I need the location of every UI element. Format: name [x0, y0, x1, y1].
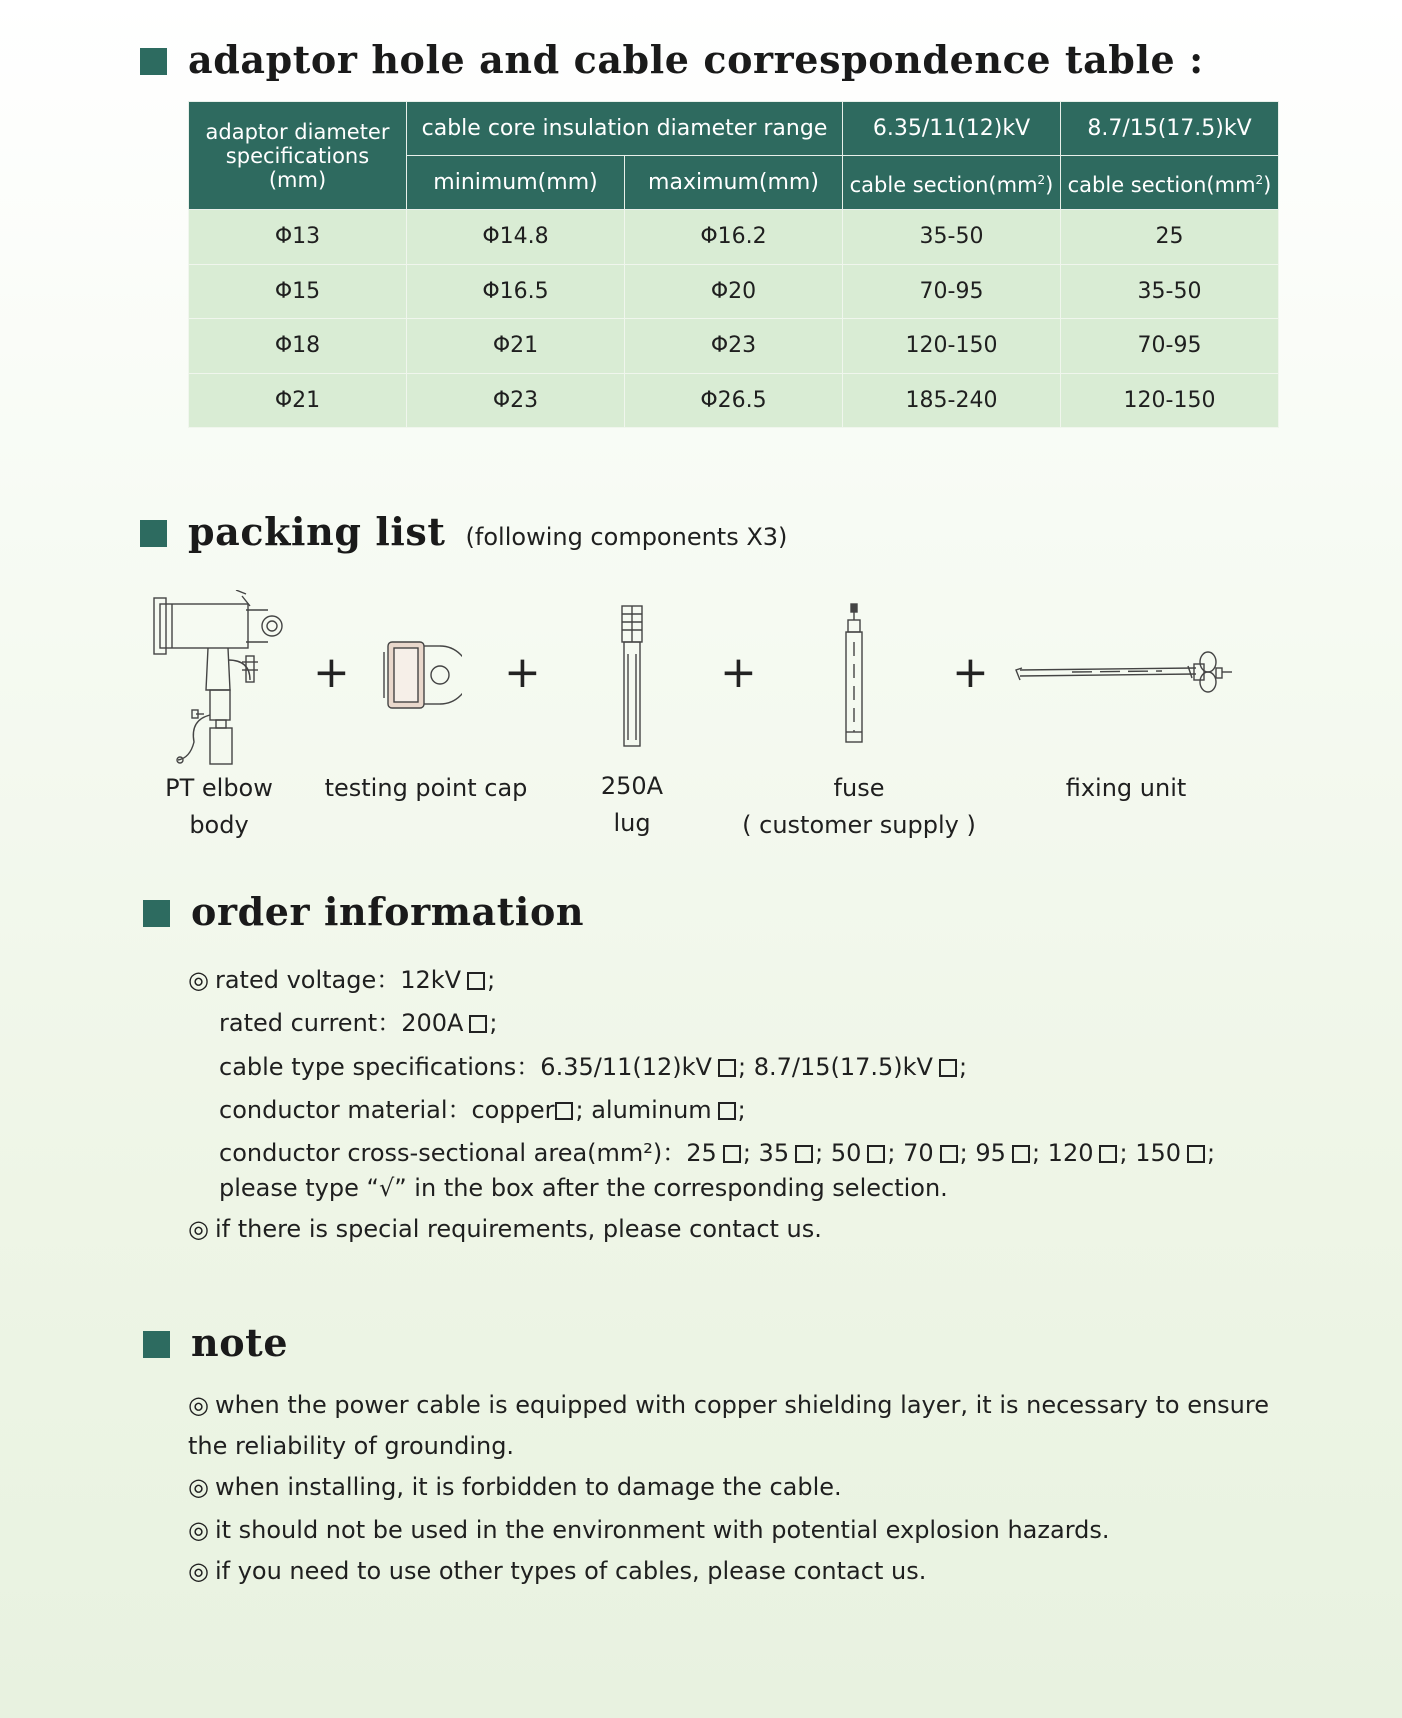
order-section-heading — [143, 889, 584, 934]
caption-line: lug — [613, 809, 651, 837]
order-label: 95 — [975, 1139, 1006, 1167]
bullet-icon: ◎ — [188, 1391, 209, 1419]
checkbox-200a[interactable] — [469, 1015, 487, 1033]
order-label: aluminum — [591, 1096, 712, 1124]
table-row — [189, 210, 1279, 265]
caption-testing-point-cap — [320, 770, 532, 807]
header-adaptor-diameter: adaptor diameter specifications (mm) — [189, 102, 407, 210]
order-label: rated current：200A — [219, 1009, 464, 1037]
header-cable-section-2: cable $section(mm^2)$ — [1061, 156, 1279, 210]
table-section-heading — [140, 37, 1204, 82]
note-item-continued: the reliability of grounding. — [188, 1432, 515, 1460]
table-cell: Φ21 — [189, 373, 407, 428]
order-label: 70 — [903, 1139, 934, 1167]
note-text: when the power cable is equipped with copper shielding layer, it is necessary to ensure — [214, 1391, 1269, 1419]
fuse-illustration — [843, 602, 865, 746]
order-label: 8.7/15(17.5)kV — [753, 1053, 933, 1081]
note-section-heading — [143, 1320, 288, 1365]
testing-point-cap-illustration — [382, 636, 462, 714]
order-title: order information — [191, 889, 585, 934]
packing-section-heading — [140, 509, 787, 554]
separator: ; — [487, 966, 496, 994]
order-conductor-material — [219, 1090, 746, 1125]
note-item — [188, 1557, 926, 1585]
header-minimum: minimum(mm) — [407, 156, 625, 210]
table-cell: 70-95 — [1061, 319, 1279, 374]
lug-illustration — [618, 604, 646, 748]
order-rated-current — [219, 1003, 498, 1038]
caption-line: ( customer supply ) — [742, 811, 976, 839]
order-label: 120 — [1047, 1139, 1094, 1167]
table-title: adaptor hole and cable correspondence table : — [188, 37, 1204, 82]
checkbox-area-95[interactable] — [1012, 1145, 1030, 1163]
table-cell: Φ16.5 — [407, 264, 625, 319]
separator: ; — [815, 1139, 824, 1167]
table-row — [189, 319, 1279, 374]
header-diameter-range: cable core insulation diameter range — [407, 102, 843, 156]
table-cell: Φ13 — [189, 210, 407, 265]
order-cross-section — [219, 1133, 1215, 1168]
table-cell: Φ15 — [189, 264, 407, 319]
caption-fixing-unit — [1046, 770, 1206, 807]
table-cell: Φ23 — [625, 319, 843, 374]
separator: ; — [1031, 1139, 1041, 1167]
order-label: conductor material：copper — [219, 1096, 555, 1124]
bullet-icon: ◎ — [188, 1516, 209, 1544]
bullet-icon: ◎ — [188, 1215, 209, 1243]
note-text: when installing, it is forbidden to damage the cable. — [214, 1473, 842, 1501]
table-cell: 70-95 — [843, 264, 1061, 319]
section-marker-icon — [143, 1331, 170, 1358]
order-instruction: please type “√” in the box after the corresponding selection. — [219, 1174, 948, 1202]
checkbox-area-70[interactable] — [940, 1145, 958, 1163]
plus-sign: + — [504, 647, 541, 698]
separator: ; — [737, 1096, 746, 1124]
order-label: rated voltage：12kV — [214, 966, 462, 994]
order-label: cable type specifications：6.35/11(12)kV — [219, 1053, 712, 1081]
checkbox-area-150[interactable] — [1187, 1145, 1205, 1163]
table-cell: Φ20 — [625, 264, 843, 319]
plus-sign: + — [313, 647, 350, 698]
checkbox-aluminum[interactable] — [718, 1102, 736, 1120]
caption-line: body — [189, 811, 249, 839]
table-cell: 35-50 — [1061, 264, 1279, 319]
header-voltage-2: 8.7/15(17.5)kV — [1061, 102, 1279, 156]
note-item — [188, 1473, 842, 1501]
plus-sign: + — [720, 647, 757, 698]
note-item — [188, 1516, 1110, 1544]
separator: ; — [489, 1009, 498, 1037]
packing-subtitle: (following components X3) — [465, 523, 788, 551]
header-cable-section-1: cable $section(mm^2)$ — [843, 156, 1061, 210]
caption-lug — [582, 768, 682, 842]
bullet-icon: ◎ — [188, 1473, 209, 1501]
table-cell: 25 — [1061, 210, 1279, 265]
plus-sign: + — [952, 647, 989, 698]
checkbox-area-120[interactable] — [1099, 1145, 1117, 1163]
table-cell: 185-240 — [843, 373, 1061, 428]
table-cell: 120-150 — [843, 319, 1061, 374]
checkbox-cable-type-2[interactable] — [939, 1059, 957, 1077]
checkbox-cable-type-1[interactable] — [718, 1059, 736, 1077]
caption-line: 250A — [600, 772, 664, 800]
caption-line: fuse — [833, 774, 885, 802]
table-row — [189, 264, 1279, 319]
checkbox-area-25[interactable] — [723, 1145, 741, 1163]
separator: ; — [1207, 1139, 1216, 1167]
order-label: conductor cross-sectional area(mm²)：25 — [219, 1139, 717, 1167]
order-special — [188, 1215, 822, 1243]
caption-line: testing point cap — [324, 774, 528, 802]
checkbox-12kv[interactable] — [467, 972, 485, 990]
table-cell: 35-50 — [843, 210, 1061, 265]
caption-line: fixing unit — [1065, 774, 1187, 802]
caption-line: PT elbow — [165, 774, 273, 802]
header-voltage-1: 6.35/11(12)kV — [843, 102, 1061, 156]
table-cell: Φ14.8 — [407, 210, 625, 265]
packing-title: packing list — [188, 509, 446, 554]
separator: ; — [742, 1139, 751, 1167]
separator: ; — [1119, 1139, 1128, 1167]
section-marker-icon — [143, 900, 170, 927]
note-item — [188, 1391, 1269, 1419]
note-title: note — [191, 1320, 289, 1365]
correspondence-table — [188, 101, 1279, 428]
table-cell: Φ18 — [189, 319, 407, 374]
header-maximum: maximum(mm) — [625, 156, 843, 210]
table-row — [189, 373, 1279, 428]
bullet-icon: ◎ — [188, 1557, 209, 1585]
table-cell: Φ23 — [407, 373, 625, 428]
separator: ; — [959, 1139, 968, 1167]
table-cell: 120-150 — [1061, 373, 1279, 428]
caption-pt-elbow — [148, 770, 290, 844]
table-cell: Φ16.2 — [625, 210, 843, 265]
checkbox-area-35[interactable] — [795, 1145, 813, 1163]
order-label: if there is special requirements, please contact us. — [214, 1215, 822, 1243]
pt-elbow-illustration — [150, 590, 290, 770]
checkbox-copper[interactable] — [555, 1102, 573, 1120]
caption-fuse — [730, 770, 988, 844]
note-text: if you need to use other types of cables, please contact us. — [214, 1557, 927, 1585]
order-rated-voltage — [188, 960, 495, 995]
order-label: 150 — [1135, 1139, 1182, 1167]
separator: ; — [887, 1139, 896, 1167]
bullet-icon: ◎ — [188, 966, 209, 994]
order-cable-type — [219, 1047, 967, 1082]
section-marker-icon — [140, 48, 167, 75]
separator: ; — [958, 1053, 968, 1081]
separator: ; — [575, 1096, 584, 1124]
note-text: it should not be used in the environment with potential explosion hazards. — [214, 1516, 1110, 1544]
separator: ; — [737, 1053, 747, 1081]
section-marker-icon — [140, 520, 167, 547]
order-label: 50 — [830, 1139, 862, 1167]
fixing-unit-illustration — [1012, 650, 1236, 696]
checkbox-area-50[interactable] — [867, 1145, 885, 1163]
order-label: 35 — [758, 1139, 790, 1167]
table-cell: Φ26.5 — [625, 373, 843, 428]
table-cell: Φ21 — [407, 319, 625, 374]
